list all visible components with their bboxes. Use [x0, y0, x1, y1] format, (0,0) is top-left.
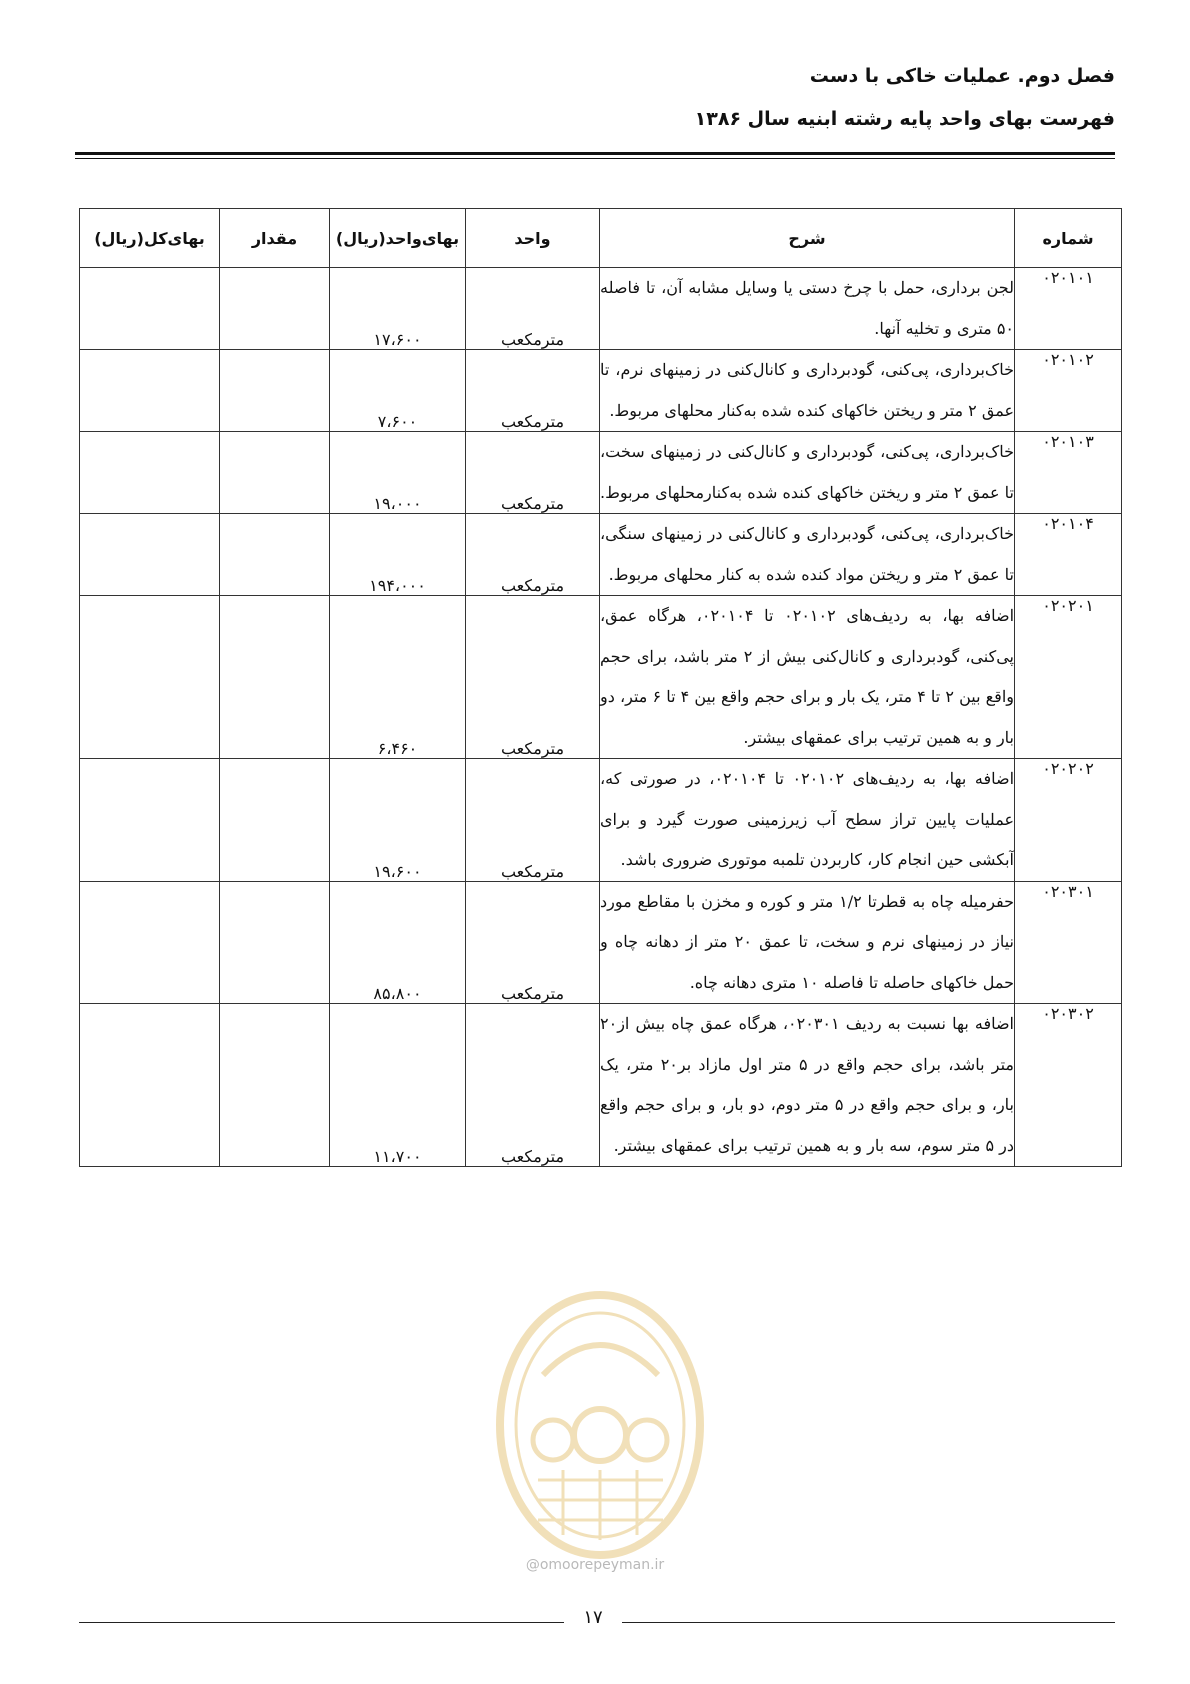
table-row — [80, 596, 1122, 759]
table-row — [80, 268, 1122, 350]
footer-rule-left — [79, 1622, 564, 1623]
item-description: خاک‌برداری، پی‌کنی، گودبرداری و کانال‌کنی در زمینهای سنگی، تا عمق ۲ متر و ریختن مواد کنده شده به کنار محلهای مربوط. — [600, 514, 1015, 596]
item-code: ۰۲۰۱۰۲ — [1015, 350, 1122, 432]
item-code: ۰۲۰۲۰۱ — [1015, 596, 1122, 759]
header-rule-thick — [75, 152, 1115, 155]
header-rule-thin — [75, 158, 1115, 159]
item-total — [80, 881, 220, 1004]
item-code: ۰۲۰۱۰۱ — [1015, 268, 1122, 350]
item-total — [80, 1004, 220, 1167]
item-unit-price: ۶،۴۶۰ — [330, 596, 466, 759]
item-code: ۰۲۰۱۰۴ — [1015, 514, 1122, 596]
price-list-title: فهرست بهای واحد پایه رشته ابنیه سال ۱۳۸۶ — [694, 108, 1115, 130]
item-total — [80, 514, 220, 596]
table-row — [80, 1004, 1122, 1167]
item-code: ۰۲۰۱۰۳ — [1015, 432, 1122, 514]
item-description: اضافه بها، به ردیف‌های ۰۲۰۱۰۲ تا ۰۲۰۱۰۴، هرگاه عمق، پی‌کنی، گودبرداری و کانال‌کنی بیش از ۲ متر باشد، برای حجم واقع بین ۲ تا ۴ متر، یک بار و برای حجم واقع بین ۴ تا ۶ متر، دو بار و به همین ترتیب برای عمقهای بیشتر. — [600, 596, 1015, 759]
item-unit: مترمکعب — [466, 350, 600, 432]
item-unit-price: ۷،۶۰۰ — [330, 350, 466, 432]
item-description: حفرمیله چاه به قطرتا ۱/۲ متر و کوره و مخزن با مقاطع مورد نیاز در زمینهای نرم و سخت، تا عمق ۲۰ متر از دهانه چاه و حمل خاکهای حاصله تا فاصله ۱۰ متری دهانه چاه. — [600, 881, 1015, 1004]
item-quantity — [220, 881, 330, 1004]
price-table — [79, 208, 1122, 1167]
item-unit-price: ۱۹۴،۰۰۰ — [330, 514, 466, 596]
col-header-unit: واحد — [466, 209, 600, 268]
item-unit: مترمکعب — [466, 596, 600, 759]
col-header-code: شماره — [1015, 209, 1122, 268]
page-header — [75, 58, 1115, 131]
item-description: لجن برداری، حمل با چرخ دستی یا وسایل مشابه آن، تا فاصله ۵۰ متری و تخلیه آنها. — [600, 268, 1015, 350]
col-header-description: شرح — [600, 209, 1015, 268]
item-description: اضافه بها، به ردیف‌های ۰۲۰۱۰۲ تا ۰۲۰۱۰۴، در صورتی که، عملیات پایین تراز سطح آب زیرزمینی صورت گیرد و برای آبکشی حین انجام کار، کاربردن تلمبه موتوری ضروری باشد. — [600, 759, 1015, 882]
chapter-title: فصل دوم. عملیات خاکی با دست — [809, 65, 1115, 87]
item-description: اضافه بها نسبت به ردیف ۰۲۰۳۰۱، هرگاه عمق چاه بیش از۲۰ متر باشد، برای حجم واقع در ۵ متر اول مازاد بر۲۰ متر، یک بار، و برای حجم واقع در ۵ متر دوم، دو بار، و برای حجم واقع در ۵ متر سوم، سه بار و به همین ترتیب برای عمقهای بیشتر. — [600, 1004, 1015, 1167]
table-row — [80, 881, 1122, 1004]
table-row — [80, 759, 1122, 882]
item-total — [80, 759, 220, 882]
table-row — [80, 514, 1122, 596]
item-unit: مترمکعب — [466, 514, 600, 596]
item-total — [80, 350, 220, 432]
item-unit-price: ۸۵،۸۰۰ — [330, 881, 466, 1004]
item-quantity — [220, 350, 330, 432]
item-unit: مترمکعب — [466, 432, 600, 514]
footer-rule-right — [622, 1622, 1115, 1623]
item-code: ۰۲۰۲۰۲ — [1015, 759, 1122, 882]
table-row — [80, 432, 1122, 514]
item-unit-price: ۱۹،۶۰۰ — [330, 759, 466, 882]
item-unit-price: ۱۷،۶۰۰ — [330, 268, 466, 350]
item-quantity — [220, 1004, 330, 1167]
item-unit-price: ۱۱،۷۰۰ — [330, 1004, 466, 1167]
item-unit: مترمکعب — [466, 268, 600, 350]
item-description: خاک‌برداری، پی‌کنی، گودبرداری و کانال‌کنی در زمینهای نرم، تا عمق ۲ متر و ریختن خاکهای کنده شده به‌کنار محلهای مربوط. — [600, 350, 1015, 432]
item-unit: مترمکعب — [466, 759, 600, 882]
table-header-row — [80, 209, 1122, 268]
item-quantity — [220, 432, 330, 514]
item-quantity — [220, 514, 330, 596]
seal-watermark-icon — [493, 1285, 708, 1565]
item-quantity — [220, 596, 330, 759]
item-total — [80, 596, 220, 759]
item-quantity — [220, 268, 330, 350]
item-total — [80, 268, 220, 350]
page-number: ۱۷ — [583, 1607, 603, 1628]
item-code: ۰۲۰۳۰۱ — [1015, 881, 1122, 1004]
col-header-unit-price: بهای‌واحد(ریال) — [330, 209, 466, 268]
item-unit: مترمکعب — [466, 1004, 600, 1167]
col-header-quantity: مقدار — [220, 209, 330, 268]
item-quantity — [220, 759, 330, 882]
watermark-site: @omoorepeyman.ir — [525, 1557, 665, 1573]
item-unit: مترمکعب — [466, 881, 600, 1004]
item-unit-price: ۱۹،۰۰۰ — [330, 432, 466, 514]
item-total — [80, 432, 220, 514]
item-code: ۰۲۰۳۰۲ — [1015, 1004, 1122, 1167]
table-row — [80, 350, 1122, 432]
item-description: خاک‌برداری، پی‌کنی، گودبرداری و کانال‌کنی در زمینهای سخت، تا عمق ۲ متر و ریختن خاکهای کنده شده به‌کنارمحلهای مربوط. — [600, 432, 1015, 514]
col-header-total: بهای‌کل(ریال) — [80, 209, 220, 268]
